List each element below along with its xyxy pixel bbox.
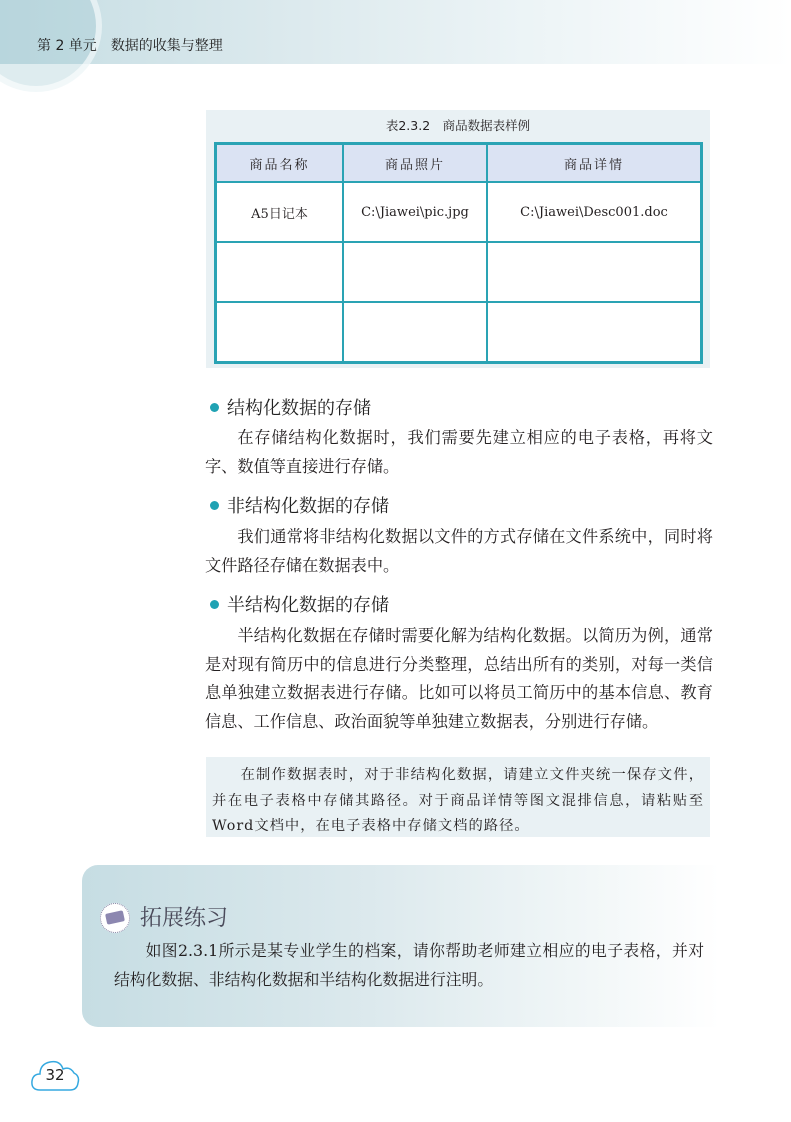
extension-exercise-box bbox=[82, 865, 720, 1027]
page-number-badge bbox=[30, 1053, 80, 1093]
table-cell bbox=[487, 242, 702, 302]
page-header bbox=[0, 0, 791, 64]
page-number: 32 bbox=[45, 1066, 65, 1084]
table-row bbox=[216, 182, 702, 242]
table-cell: C:\Jiawei\pic.jpg bbox=[343, 182, 487, 242]
table-row bbox=[216, 242, 702, 302]
keyboard-icon bbox=[100, 903, 130, 933]
table-cell: C:\Jiawei\Desc001.doc bbox=[487, 182, 702, 242]
bullet-icon bbox=[210, 403, 219, 412]
column-header: 商品照片 bbox=[343, 144, 487, 183]
header-title bbox=[37, 35, 223, 55]
heading-text: 结构化数据的存储 bbox=[227, 398, 371, 419]
chapter-title: 数据的收集与整理 bbox=[110, 38, 223, 54]
product-data-table bbox=[214, 142, 703, 364]
table-figure bbox=[206, 110, 710, 368]
table-header-row bbox=[216, 144, 702, 183]
table-cell bbox=[487, 302, 702, 363]
table-cell bbox=[343, 302, 487, 363]
note-box bbox=[206, 757, 710, 837]
section-heading bbox=[210, 591, 389, 617]
column-header: 商品名称 bbox=[216, 144, 344, 183]
column-header: 商品详情 bbox=[487, 144, 702, 183]
bullet-icon bbox=[210, 600, 219, 609]
table-cell: A5日记本 bbox=[216, 182, 344, 242]
note-text: 在制作数据表时，对于非结构化数据，请建立文件夹统一保存文件，并在电子表格中存储其路径。对于商品详情等图文混排信息，请粘贴至Word文档中，在电子表格中存储文档的路径。 bbox=[212, 767, 704, 834]
section-paragraph: 半结构化数据在存储时需要化解为结构化数据。以简历为例，通常是对现有简历中的信息进行分类整理，总结出所有的类别，对每一类信息单独建立数据表进行存储。比如可以将员工简历中的基本信息、教育信息、工作信息、政治面貌等单独建立数据表，分别进行存储。 bbox=[205, 626, 713, 731]
bullet-icon bbox=[210, 501, 219, 510]
section-heading bbox=[210, 394, 371, 420]
table-cell bbox=[216, 302, 344, 363]
table-cell bbox=[343, 242, 487, 302]
section-heading bbox=[210, 492, 389, 518]
extension-title: 拓展练习 bbox=[140, 906, 229, 931]
table-caption: 表2.3.2 商品数据表样例 bbox=[385, 118, 531, 133]
table-row bbox=[216, 302, 702, 363]
heading-text: 半结构化数据的存储 bbox=[227, 595, 389, 616]
unit-label: 第 2 单元 bbox=[37, 38, 97, 54]
table-cell bbox=[216, 242, 344, 302]
heading-text: 非结构化数据的存储 bbox=[227, 496, 389, 517]
section-paragraph: 在存储结构化数据时，我们需要先建立相应的电子表格，再将文字、数值等直接进行存储。 bbox=[205, 428, 713, 476]
extension-text: 如图2.3.1所示是某专业学生的档案，请你帮助老师建立相应的电子表格，并对结构化数据、非结构化数据和半结构化数据进行注明。 bbox=[114, 941, 704, 989]
section-paragraph: 我们通常将非结构化数据以文件的方式存储在文件系统中，同时将文件路径存储在数据表中。 bbox=[205, 527, 713, 575]
